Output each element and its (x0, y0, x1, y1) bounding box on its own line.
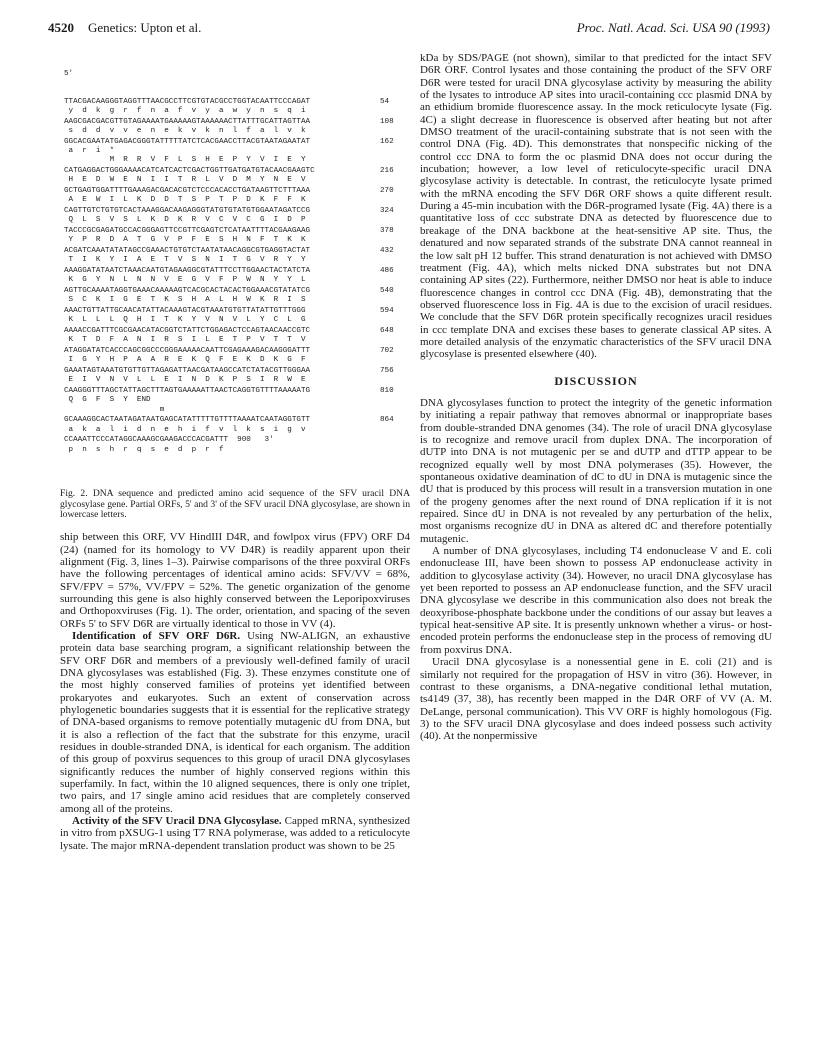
nucleotide-line: CCAAATTCCCATAGGCAAAGCGAAGACCCACGATTT 900 3' (64, 436, 274, 445)
sequence-row (64, 207, 410, 225)
nucleotide-line: CAAGGGTTTAGCTATTAGCTTTAGTGAAAAATTAACTCAGGTGTTTTAAAAATG (64, 387, 311, 396)
paragraph-activity-text: Capped mRNA, synthesized in vitro from pXSUG-1 using T7 RNA polymerase, was added to a reticulocyte lysate. The major mRNA-dependent translation product was shown to be 25 (60, 815, 410, 852)
position-number: 324 (380, 207, 394, 216)
amino-acid-line: K G Y N L N N V E G V F P W N Y Y L (64, 276, 306, 285)
nucleotide-line: CATGAGGACTGGGAAAACATCATCACTCGACTGGTTGATGATGTACAACGAAGTC (64, 167, 315, 176)
nucleotide-line: GGCACGAATATGAGACGGGTATTTTTATCTCACGAACCTTACGTAATAGAATAT (64, 138, 311, 147)
amino-acid-line: K L L L Q H I T K Y V N V L Y C L G (64, 316, 306, 325)
amino-acid-line: s d d v v e n e k v k n l f a l v k (64, 127, 306, 136)
nucleotide-line: TACCCGCGAGATGCCACGGGAGTTCCGTTCGAGTCTCATAATTTTACGAAGAAG (64, 227, 311, 236)
position-number: 810 (380, 387, 394, 396)
paragraph-activity-continued: kDa by SDS/PAGE (not shown), similar to that predicted for the intact SFV D6R ORF. Control lysates and those containing the product of the SFV ORF D6R were tested for uracil DNA glycosylase activity by measuring the ability of the lysates to introduce AP sites into uracil-containing ccc plasmid DNA by an ethidium bromide fluorescence assay. In the mock reticulocyte lysate (Fig. 4C) a slight decrease in fluorescence is observed after heating but not after DMSO treatment of the uracil-containing substrate that is not seen with the control DNA (Fig. 4D). This demonstrates that nonspecific nicking of the control ccc DNA to form the oc plasmid DNA does not occur during the incubation; however, a low level of reticulocyte-specific uracil DNA glycosylase activity is detectable. In contrast, the reticulocyte lysate primed with the mRNA encoding the SFV D6R ORF shows a quite different result. During a 45-min incubation with the D6R-programed lysate (Fig. 4A) there is a quantitative loss of ccc substrate DNA as detected by fluorescence due to breakage of the DNA backbone at the heat-sensitive AP site. Thus, the denatured and now separated strands of the substrate DNA cannot reanneal in the low salt pH 12 buffer. This strand denaturation is not achieved with DMSO treatment (Fig. 4A), which melts nicked DNA substrates but not DNA containing AP sites (22). Furthermore, neither DMSO nor heat is able to induce fluorescence changes in control ccc DNA (Fig. 4B), demonstrating that the observed fluorescence loss in Fig. 4A is due to the excision of uracil residues. We conclude that the SFV D6R protein specifically recognizes uracil residues in ccc template DNA and excises these bases to generate classical AP sites. A more detailed analysis of the enzymatic characteristics of the SFV uracil DNA glycosylase is presented elsewhere (40). (420, 52, 772, 361)
sequence-row (64, 387, 410, 415)
amino-acid-line: Q G F S Y END m (68, 396, 165, 414)
nucleotide-line: TTACGACAAGGGTAGGTTTAACGCCTTCGTGTACGCCTGGTACAATTCCCAGAT (64, 98, 311, 107)
position-number: 270 (380, 187, 394, 196)
page-number: 4520 (48, 20, 74, 35)
amino-acid-line: a r i * M R R V F L S H E P Y V I E Y (68, 147, 306, 165)
section-head-identification: Identification of SFV ORF D6R. (72, 629, 241, 642)
position-number: 162 (380, 138, 394, 147)
figure-caption-text: DNA sequence and predicted amino acid sequence of the SFV uracil DNA glycosylase gene. Partial ORFs, 5' and 3' of the SFV uracil DNA glycosylase, are shown in lowercase letters. (60, 487, 410, 521)
position-number: 648 (380, 327, 394, 336)
sequence-row (64, 347, 410, 365)
sequence-row (64, 187, 410, 205)
figure-label: Fig. 2. (60, 487, 88, 499)
position-number: 702 (380, 347, 394, 356)
nucleotide-line: GCTGAGTGGATTTTGAAAGACGACACGTCTCCCACACCTGATAAGTTCTTTAAA (64, 187, 311, 196)
journal-citation: Proc. Natl. Acad. Sci. USA 90 (1993) (576, 20, 770, 35)
sequence-row (64, 307, 410, 325)
nucleotide-line: ACGATCAAATATATAGCCGAAACTGTGTCTAATATAACAGGCGTGAGGTACTAT (64, 247, 311, 256)
figure-caption (60, 489, 410, 521)
amino-acid-line: T I K Y I A E T V S N I T G V R Y Y (64, 256, 306, 265)
amino-acid-line: K T D F A N I R S I L E T P V T T V (64, 336, 306, 345)
section-head-activity: Activity of the SFV Uracil DNA Glycosylase. (72, 815, 282, 828)
amino-acid-line: y d k g r f n a f v y a w y n s q i (64, 107, 306, 116)
position-number: 216 (380, 167, 394, 176)
paragraph-orf-homology: ship between this ORF, VV HindIII D4R, and fowlpox virus (FPV) ORF D4 (24) (named for its homology to VV D4R) is readily apparent upon their alignment (Fig. 3, lines 1–3). Pairwise comparisons of the three poxviral ORFs have the following percentages of identical amino acids: SFV/VV = 68%, SFV/FPV = 57%, VV/FPV = 52%. The genetic organization of the genome surrounding this gene is also highly conserved between the Leporipoxviruses and Orthopoxviruses (Fig. 1). The order, orientation, and spacing of the seven ORFs 5' to SFV D6R are virtually identical to those in VV (4). (60, 531, 410, 630)
position-number: 864 (380, 416, 394, 425)
position-number: 756 (380, 367, 394, 376)
discussion-heading: DISCUSSION (554, 373, 638, 388)
sequence-row (64, 118, 410, 136)
sequence-row (64, 287, 410, 305)
paragraph-identification (60, 630, 410, 815)
amino-acid-line: a k a l i d n e h i f v l k s i g v (64, 425, 306, 434)
right-column (420, 52, 772, 743)
sequence-row (64, 267, 410, 285)
amino-acid-line: Y P R D A T G V P F E S H N F T K K (64, 236, 306, 245)
nucleotide-line: GAAATAGTAAATGTGTTGTTAGAGATTAACGATAAGCCATCTATACGTTGGGAA (64, 367, 311, 376)
paragraph-activity (60, 815, 410, 852)
sequence-row (64, 436, 410, 454)
nucleotide-line: AAAGGATATAATCTAAACAATGTAGAAGGCGTATTTCCTTGGAACTACTATCTA (64, 267, 311, 276)
page-header (48, 20, 770, 38)
sequence-row (64, 247, 410, 265)
sequence-row (64, 367, 410, 385)
amino-acid-line: I G Y H P A A R E K Q F E K D K G F (64, 356, 306, 365)
position-number: 54 (380, 98, 390, 107)
header-left (48, 20, 201, 36)
sequence-row (64, 227, 410, 245)
dna-sequence-figure (64, 52, 410, 475)
sequence-row (64, 327, 410, 345)
five-prime-label: 5' (64, 70, 74, 79)
nucleotide-line: GCAAAGGCACTAATAGATAATGAGCATATTTTTGTTTTAAAATCAATAGGTGTT (64, 416, 311, 425)
amino-acid-line: E I V N V L L E I N D K P S I R W E (64, 376, 306, 385)
paragraph-discussion-3: Uracil DNA glycosylase is a nonessential gene in E. coli (21) and is similarly not required for the propagation of HSV in vitro (36). However, in contrast to these organisms, a DNA-negative conditional lethal mutation, ts4149 (37, 38), has recently been mapped in the D4R ORF of VV (A. M. DeLange, personal communication). This VV ORF is highly homologous (Fig. 3) to the SFV uracil DNA glycosylase and does indeed possess such activity (40). At the nonpermissive (420, 656, 772, 743)
sequence-rows (64, 98, 410, 455)
amino-acid-line: H E D W E N I I T R L V D M Y N E V (64, 176, 306, 185)
paragraph-discussion-1: DNA glycosylases function to protect the integrity of the genetic information by initiating a repair pathway that removes abnormal or inappropriate bases from double-stranded DNA genomes (34). The role of uracil DNA glycosylase is to recognize and remove uracil from duplex DNA. The incorporation of dUTP into DNA is not mutagenic per se and dUTP and dTTP appear to be recognized equally well by most DNA polymerases (35). However, the spontaneous oxidative deamination of dC to dU in DNA is mutagenic since the dU that is produced by this process will result in a transversion mutation in one of the progeny genomes after the next round of DNA replication if it is not repaired. Since dU in DNA is not revealed by any perturbation of the helix, most organisms recognize dU in DNA as altered dC and therefore potentially mutagenic. (420, 396, 772, 545)
running-title: Genetics: Upton et al. (88, 20, 202, 35)
nucleotide-line: AAACTGTTATTGCAACATATTACAAAGTACGTAAATGTGTTATATTGTTTGGG (64, 307, 306, 316)
position-number: 540 (380, 287, 394, 296)
nucleotide-line: AGTTGCAAAATAGGTGAAACAAAAAGTCACGCACTACACTGGAAACGTATATCG (64, 287, 311, 296)
position-number: 594 (380, 307, 394, 316)
left-column (60, 52, 410, 852)
position-number: 378 (380, 227, 394, 236)
nucleotide-line: CAGTTGTCTGTGTCACTAAAGGACAAGAGGGTATGTGTATGTGGAATAGATCCG (64, 207, 311, 216)
amino-acid-line: S C K I G E T K S H A L H W K R I S (64, 296, 306, 305)
position-number: 432 (380, 247, 394, 256)
sequence-row (64, 167, 410, 185)
sequence-row (64, 138, 410, 166)
nucleotide-line: AAGCGACGACGTTGTAGAAAATGAAAAAGTAAAAAACTTATTTGCATTAGTTAA (64, 118, 311, 127)
position-number: 108 (380, 118, 394, 127)
amino-acid-line: Q L S V S L K D K R V C V C G I D P (64, 216, 306, 225)
sequence-row (64, 98, 410, 116)
nucleotide-line: ATAGGATATCACCCAGCGGCCCGGGAAAAACAATTCGAGAAAGACAAGGGATTT (64, 347, 311, 356)
position-number: 486 (380, 267, 394, 276)
nucleotide-line: AAAACCGATTTCGCGAACATACGGTCTATTCTGGAGACTCCAGTAACAACCGTC (64, 327, 311, 336)
sequence-row (64, 416, 410, 434)
paragraph-discussion-2: A number of DNA glycosylases, including T4 endonuclease V and E. coli endonuclease III, have been shown to possess AP endonuclease activity in addition to glycosylase activity (34). However, no uracil DNA glycosylase has yet been reported to possess an AP endonuclease function, and the SFV uracil DNA glycosylase we describe in this communication also does not break the deoxyribose-phosphate backbone under the conditions of our assay but leaves a typical heat-sensitive AP site. It is presently unknown whether a virus- or host-encoded protein performs the endonuclease step in the process of removing dU from poxvirus DNA. (420, 545, 772, 656)
amino-acid-line: p n s h r q s e d p r f (64, 445, 224, 454)
paragraph-identification-text: Using NW-ALIGN, an exhaustive protein data base searching program, a significant relationship between the SFV ORF D6R and members of a previously well-defined family of uracil DNA glycosylases was established (Fig. 3). These enzymes constitute one of the most highly conserved families of proteins yet identified between prokaryotes and eukaryotes. Such an extent of conservation across phylogenetic boundaries suggests that it is essential for the replicative strategy of DNA-based organisms to remove potentially mutagenic dU from DNA, but it is also a reflection of the fact that the substrate for this enzyme, uracil residues in double-stranded DNA, is identical for each organism. The addition of this group of poxvirus sequences to this group of uracil DNA glycosylases significantly reduces the number of highly conserved regions within this superfamily. In fact, within the 10 aligned sequences, there is only one triplet, two pairs, and 17 single amino acid residues that are completely conserved among all of the proteins. (60, 629, 410, 815)
amino-acid-line: A E W I L K D D T S P T P D K F F K (64, 196, 306, 205)
